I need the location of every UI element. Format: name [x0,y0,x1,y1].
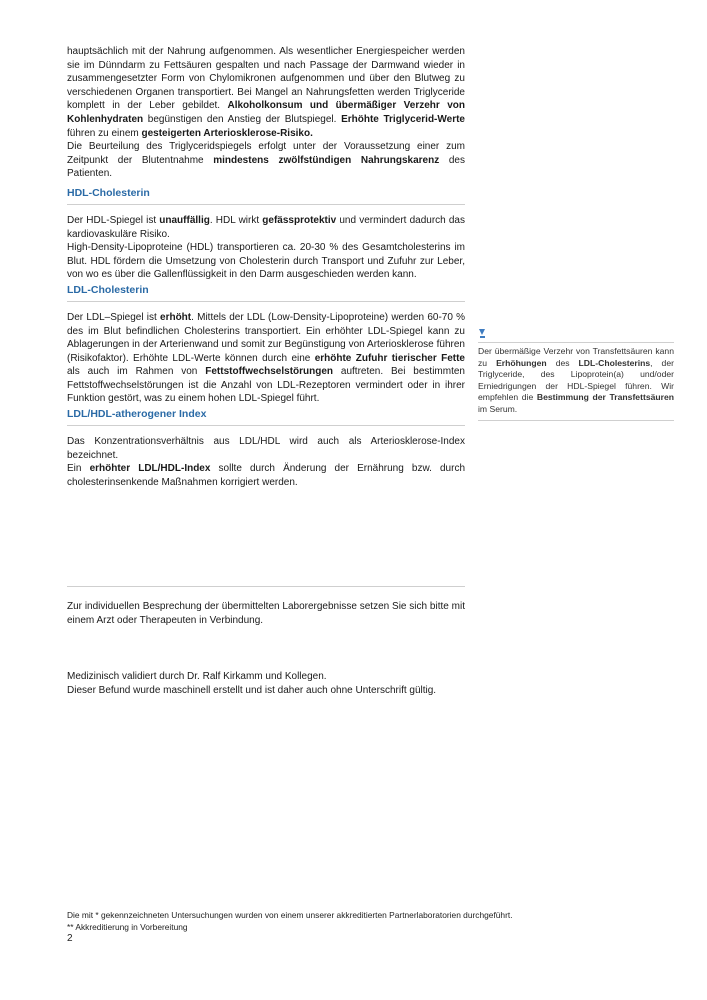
ldl-heading: LDL-Cholesterin [67,283,149,296]
footer [67,910,627,945]
arrow-down-icon [479,329,485,335]
transfat-info-text: Der übermäßige Verzehr von Transfettsäuren kann zu Erhöhungen des LDL-Cholesterins, der Triglyceride, des Lipoprotein(a) und/oder Erniedrigungen der HDL-Spiegel führen. Wir empfehlen die Bestimmung der Transfettsäuren im Serum. [478,346,674,414]
validation-block [67,670,467,698]
validation-line: Medizinisch validiert durch Dr. Ralf Kirkamm und Kollegen. [67,671,327,682]
hdl-description: High-Density-Lipoproteine (HDL) transportieren ca. 20-30 % des Gesamtcholesterins im Blut. HDL fördern die Umsetzung von Cholesterin durch Transport und Zufuhr zur Leber, von wo es über die Gallenflüssigkeit in den Darm ausgeschieden werden kann. [67,242,465,281]
index-paragraph: Das Konzentrationsverhältnis aus LDL/HDL wird auch als Arteriosklerose-Index bezeichnet. [67,436,465,461]
triglyceride-note: Die Beurteilung des Triglyceridspiegels erfolgt unter der Voraussetzung einer zum Zeitpunkt der Blutentnahme mindestens zwölfstündigen Nahrungskarenz des Patienten. [67,141,465,180]
page-number: 2 [67,933,73,944]
section-divider [67,586,465,587]
footer-partner-note: Die mit * gekennzeichneten Untersuchungen wurden von einem unserer akkreditierten Partnerlaboratorien durchgeführt. [67,910,513,920]
index-heading: LDL/HDL-atherogener Index [67,408,207,421]
transfat-info-box [478,327,674,421]
footer-accreditation-note: ** Akkreditierung in Vorbereitung [67,921,188,932]
index-recommendation: Ein erhöhter LDL/HDL-Index sollte durch Änderung der Ernährung bzw. durch cholesterinsenkende Maßnahmen korrigiert werden. [67,463,466,488]
validity-line: Dieser Befund wurde maschinell erstellt und ist daher auch ohne Unterschrift gültig. [67,685,437,696]
box-bottom-rule [478,420,674,421]
consultation-note: Zur individuellen Besprechung der übermittelten Laborergebnisse setzen Sie sich bitte mit einem Arzt oder Therapeuten in Verbindung. [67,601,465,626]
hdl-paragraph: Der HDL-Spiegel ist unauffällig. HDL wirkt gefässprotektiv und vermindert dadurch das kardiovaskuläre Risiko. [67,214,465,240]
triglyceride-paragraph: hauptsächlich mit der Nahrung aufgenommen. Als wesentlicher Energiespeicher werden sie im Dünndarm zu Fettsäuren gespalten und nach Passage der Darmwand wieder in zusammengesetzter Form von Chylomikronen aufgenommen und über den Blutweg zu verschiedenen Organen transportiert. Bei Mangel an Nahrungsfetten werden Triglyceride komplett in der Leber gebildet. Alkoholkonsum und übermäßiger Verzehr von Kohlenhydraten begünstigen den Anstieg der Blutspiegel. Erhöhte Triglycerid-Werte führen zu einem gesteigerten Arteriosklerose-Risiko. [67,46,465,139]
hdl-heading: HDL-Cholesterin [67,186,150,199]
main-column [67,45,465,489]
ldl-paragraph: Der LDL–Spiegel ist erhöht. Mittels der LDL (Low-Density-Lipoproteine) werden 60-70 % des im Blut befindlichen Cholesterins transportiert. Ein erhöhter LDL-Spiegel kann zu Ablagerungen in der Arterienwand und somit zur Begünstigung von Arteriosklerose führen (Risikofaktor). Erhöhte LDL-Werte können durch eine erhöhte Zufuhr tierischer Fette als auch im Rahmen von Fettstoffwechselstörungen auftreten. Bei bestimmten Fettstoffwechselstörungen ist die Anzahl von LDL-Rezeptoren vermindert oder in ihrer Funktion gestört, was zu einem hohen LDL-Spiegel führt. [67,311,465,405]
marker-bar [480,336,485,338]
